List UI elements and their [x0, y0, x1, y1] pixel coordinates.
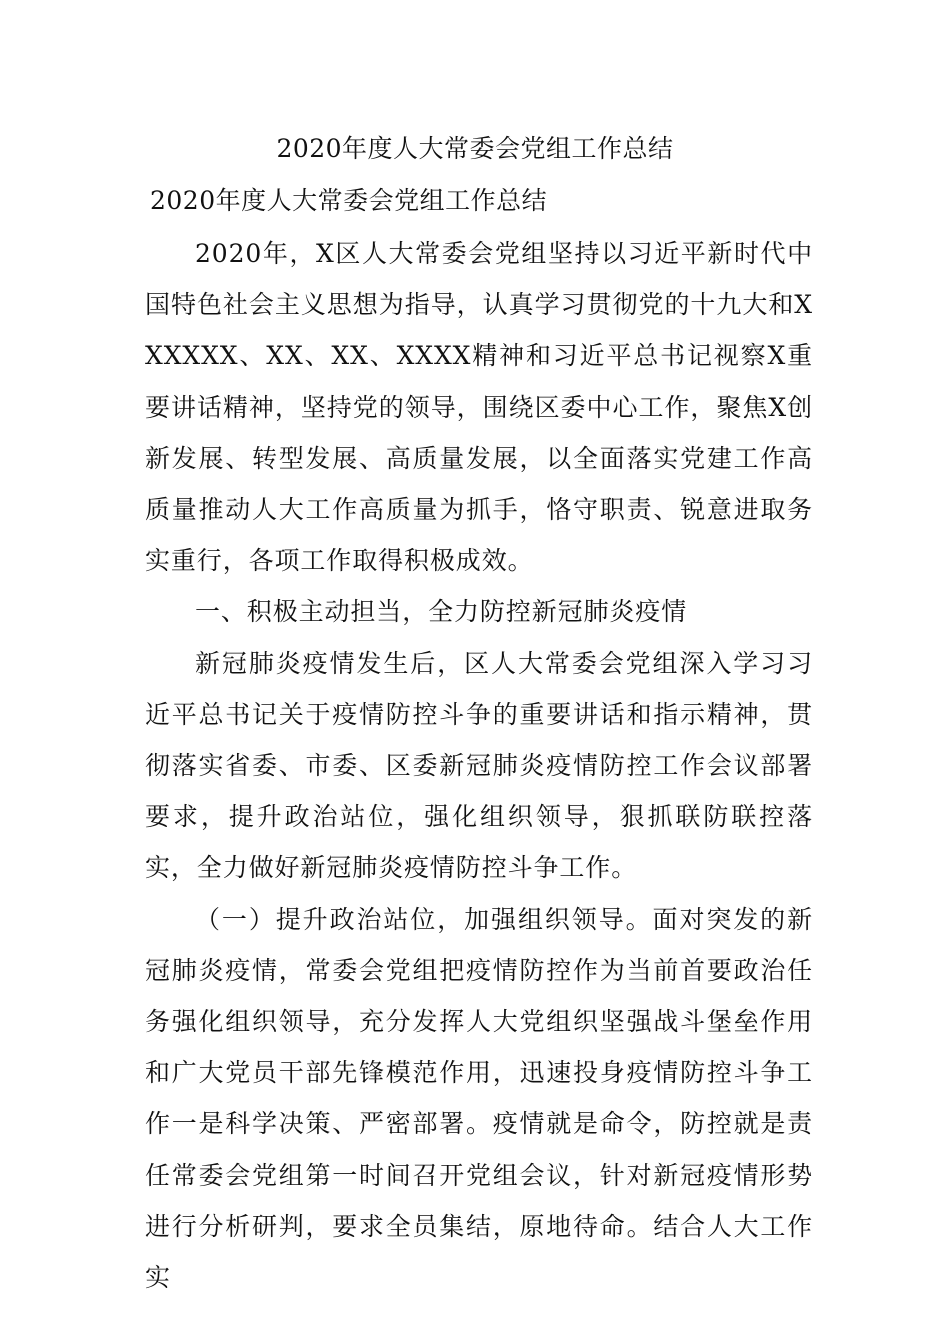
document-subtitle: 2020年度人大常委会党组工作总结 — [150, 186, 548, 215]
document-title: 2020年度人大常委会党组工作总结 — [276, 134, 674, 163]
paragraph-subsection-1: （一）提升政治站位，加强组织领导。面对突发的新冠肺炎疫情，常委会党组把疫情防控作为当前首要政治任务强化组织领导，充分发挥人大党组织坚强战斗堡垒作用和广大党员干部先锋模范作用，迅速投身疫情防控斗争工作一是科学决策、严密部署。疫情就是命令，防控就是责任常委会党组第一时间召开党组会议，针对新冠疫情形势进行分析研判，要求全员集结，原地待命。结合人大工作实 — [145, 904, 813, 1293]
paragraph-section-1: 新冠肺炎疫情发生后，区人大常委会党组深入学习习近平总书记关于疫情防控斗争的重要讲话和指示精神，贯彻落实省委、市委、区委新冠肺炎疫情防控工作会议部署要求，提升政治站位，强化组织领导，狠抓联防联控落实，全力做好新冠肺炎疫情防控斗争工作。 — [145, 648, 813, 883]
document-body — [145, 228, 813, 1303]
section-heading-1: 一、积极主动担当，全力防控新冠肺炎疫情 — [195, 597, 688, 627]
paragraph-intro: 2020年，X区人大常委会党组坚持以习近平新时代中国特色社会主义思想为指导，认真学习贯彻党的十九大和XXXXXX、XX、XX、XXXX精神和习近平总书记视察X重要讲话精神，坚持党的领导，围绕区委中心工作，聚焦X创新发展、转型发展、高质量发展，以全面落实党建工作高质量推动人大工作高质量为抓手，恪守职责、锐意进取务实重行，各项工作取得积极成效。 — [145, 239, 813, 576]
